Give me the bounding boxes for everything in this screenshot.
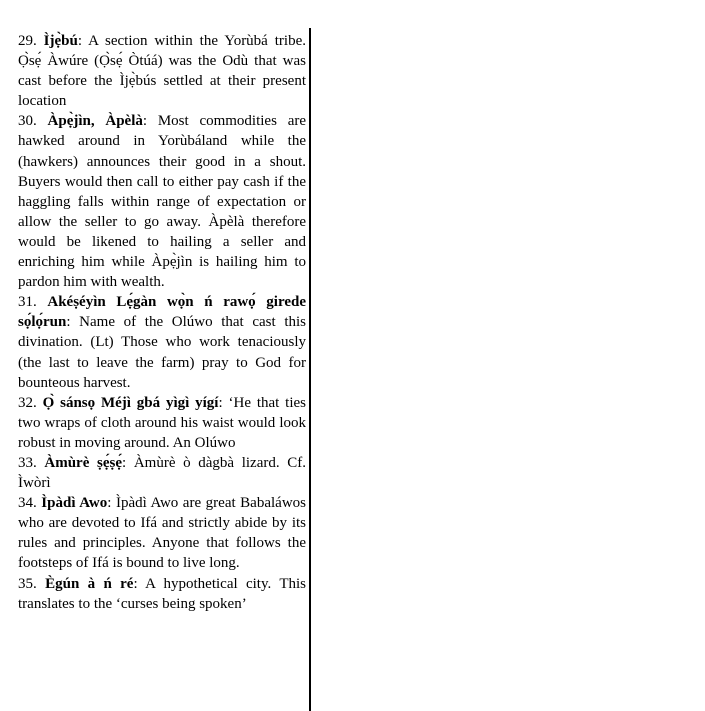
entry-definition: : A hypothetical city. This translates to the ‘curses being spoken’ bbox=[18, 575, 306, 612]
entry-definition: : ‘He that ties two wraps of cloth around his waist would look robust in moving around. An Olúwo bbox=[18, 394, 306, 451]
entry-term: Àpẹ̀jìn, Àpèlà bbox=[47, 113, 143, 130]
entry-definition: : Most commodities are hawked around in Yorùbáland while the (hawkers) announces their good in a shout. Buyers would then call to either pay cash if the haggling falls within range of expectation or allow the seller to go away. Àpèlà therefore would be likened to hailing a seller and enriching him while Àpẹ̀jìn is hailing him to pardon him with wealth. bbox=[18, 113, 307, 291]
glossary-entry-29 bbox=[18, 31, 306, 111]
entry-number: 34. bbox=[18, 495, 37, 512]
entry-term: Ìpàdì Awo bbox=[41, 495, 108, 512]
entry-number: 30. bbox=[18, 113, 37, 130]
entry-term: Ọ̀ sánsọ Méjì gbá yìgì yígí bbox=[42, 394, 219, 411]
entry-number: 29. bbox=[18, 33, 37, 49]
entry-term: Akéṣéyìn Lẹ́gàn wọ̀n ń rawọ́ girede sọ́lọ́run bbox=[18, 294, 307, 331]
entry-term: Ìjẹ̀bú bbox=[43, 33, 78, 49]
entry-number: 31. bbox=[18, 294, 37, 311]
entry-number: 32. bbox=[18, 394, 37, 411]
entry-definition: : Àmùrè ò dàgbà lizard. Cf. Ìwòrì bbox=[18, 454, 306, 492]
entry-number: 33. bbox=[18, 454, 37, 471]
entry-definition: : Ìpàdì Awo are great Babaláwos who are devoted to Ifá and strictly abide by its rules and principles. Anyone that follows the footsteps of Ifá is bound to live long. bbox=[18, 495, 306, 572]
entry-number: 35. bbox=[18, 575, 37, 592]
glossary-entry-35 bbox=[18, 574, 306, 614]
glossary-entry-30 bbox=[18, 111, 306, 292]
entry-term: Ègún à ń ré bbox=[45, 575, 134, 592]
column-divider bbox=[309, 28, 311, 711]
glossary-entry-31 bbox=[18, 292, 306, 392]
glossary-entry-33 bbox=[18, 453, 306, 493]
entry-term: Àmùrè ṣẹ́ṣẹ́ bbox=[44, 454, 123, 471]
glossary-entry-32 bbox=[18, 393, 306, 453]
entry-definition: : Name of the Olúwo that cast this divination. (Lt) Those who work tenaciously (the last to leave the farm) pray to God for bounteous harvest. bbox=[18, 314, 306, 391]
entry-definition: : A section within the Yorùbá tribe. Ọ̀sẹ́ Àwúre (Ọ̀sẹ́ Òtúá) was the Odù that was cast before the Ìjẹ̀bús settled at their present location bbox=[18, 33, 306, 110]
glossary-entry-34 bbox=[18, 493, 306, 573]
glossary-column bbox=[18, 31, 306, 614]
